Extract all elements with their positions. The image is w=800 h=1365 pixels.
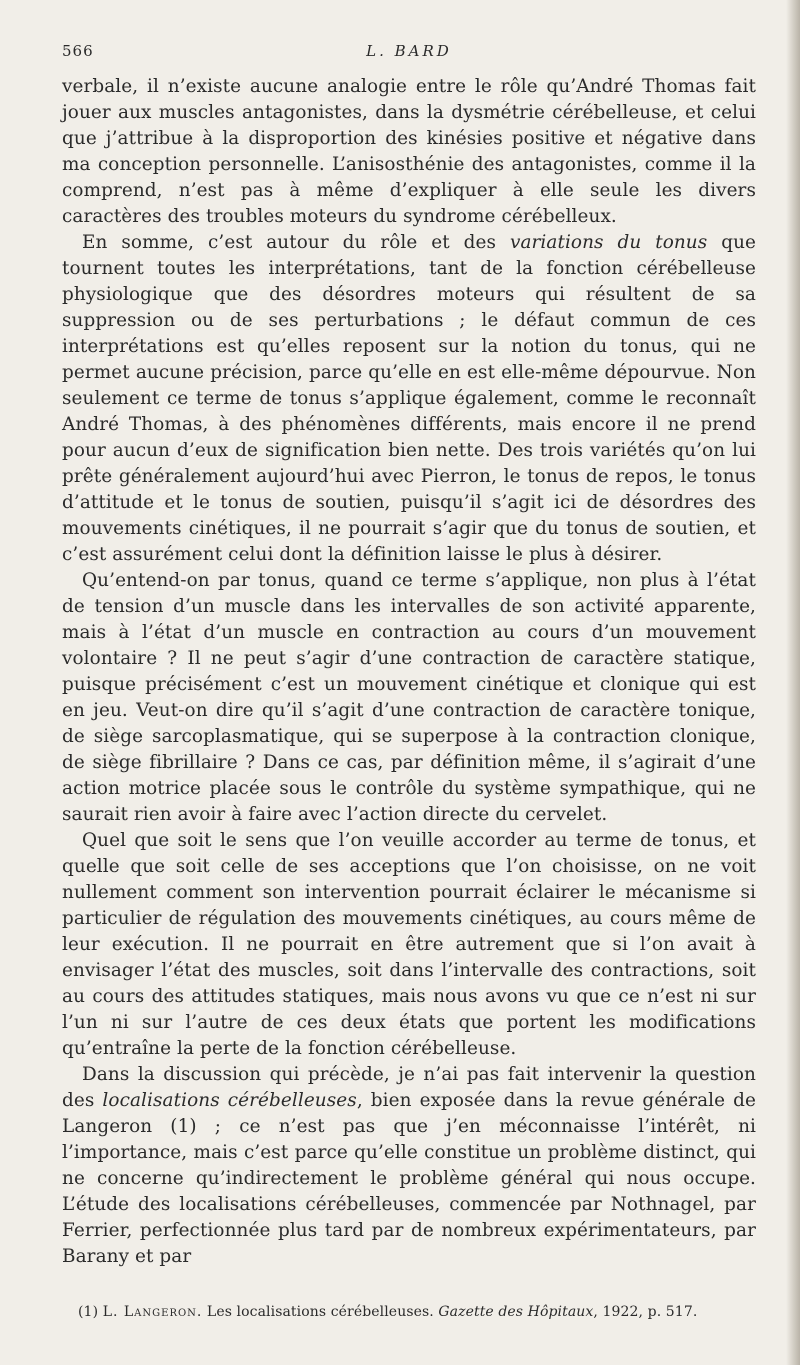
paragraph-3: Qu’entend-on par tonus, quand ce terme s’applique, non plus à l’état de tension d’un muscle dans les intervalles de son activité apparente, mais à l’état d’un muscle en contraction au cours d’un mouvement volontaire ? Il ne peut s’agir d’une contraction de caractère statique, puisque précisément c’est un mouvement cinétique et clonique qui est en jeu. Veut-on dire qu’il s’agit d’une contraction de caractère tonique, de siège sarcoplasmatique, qui se superpose à la contraction clonique, de siège fibrillaire ? Dans ce cas, par définition même, il s’agirait d’une action motrice placée sous le contrôle du système sympathique, qui ne saurait rien avoir à faire avec l’action directe du cervelet.: [62, 570, 756, 825]
paragraph-5-end: , bien exposée dans la revue générale de Langeron (1) ; ce n’est pas que j’en méconnaisse l’intérêt, ni l’importance, mais c’est parce qu’elle constitue un problème distinct, qui ne concerne qu’indirectement le problème général qui nous occupe. L’étude des localisations cérébelleuses, commencée par Nothnagel, par Ferrier, perfectionnée plus tard par de nombreux expérimentateurs, par Barany et par: [62, 1090, 757, 1267]
paragraph-4: Quel que soit le sens que l’on veuille accorder au terme de tonus, et quelle que soit celle de ses acceptions que l’on choisisse, on ne voit nullement comment son intervention pourrait éclairer le mécanisme si particulier de régulation des mouvements cinétiques, au cours même de leur exécution. Il ne pourrait en être autrement que si l’on avait à envisager l’état des muscles, soit dans l’intervalle des contractions, soit au cours des attitudes statiques, mais nous avons vu que ce n’est ni sur l’un ni sur l’autre de ces deux états que portent les modifications qu’entraîne la perte de la fonction cérébelleuse.: [62, 830, 756, 1059]
paragraph-5: [62, 1062, 756, 1270]
paragraph-2: [62, 230, 756, 568]
paragraph-2-end: que tournent toutes les interprétations, tant de la fonction cérébelleuse physiologique que des désordres moteurs qui résultent de sa suppression ou de ses perturbations ; le défaut commun de ces interprétations est qu’elles reposent sur la notion du tonus, qui ne permet aucune précision, parce qu’elle en est elle-même dépourvue. Non seulement ce terme de tonus s’applique également, comme le reconnaît André Thomas, à des phénomènes différents, mais encore il ne prend pour aucun d’eux de signification bien nette. Des trois variétés qu’on lui prête généralement aujourd’hui avec Pierron, le tonus de repos, le tonus d’attitude et le tonus de soutien, puisqu’il s’agit ici de désordres des mouvements cinétiques, il ne pourrait s’agir que du tonus de soutien, et c’est assurément celui dont la définition laisse le plus à désirer.: [62, 232, 756, 565]
page-edge-shadow: [786, 0, 800, 1365]
paragraph-1: verbale, il n’existe aucune analogie entre le rôle qu’André Thomas fait jouer aux muscles antagonistes, dans la dysmétrie cérébelleuse, et celui que j’attribue à la disproportion des kinésies positive et négative dans ma conception personnelle. L’anisosthénie des antagonistes, comme il la comprend, n’est pas à même d’expliquer à elle seule les divers caractères des troubles moteurs du syndrome cérébelleux.: [62, 76, 756, 227]
footnote-title: Les localisations cérébelleuses.: [202, 1304, 439, 1320]
running-title: L. BARD: [366, 42, 452, 60]
footnote: [62, 1302, 756, 1322]
book-page: [62, 42, 756, 1322]
paragraph-2-start: En somme, c’est autour du rôle et des: [82, 232, 510, 253]
page-number: 566: [62, 42, 94, 60]
footnote-marker: (1): [78, 1304, 103, 1320]
page-header: [62, 42, 756, 74]
footnote-author: L. Langeron.: [102, 1304, 203, 1320]
footnote-journal: Gazette des Hôpitaux: [438, 1304, 594, 1320]
paragraph-5-start: Dans la discussion qui précède, je n’ai pas fait intervenir la question des: [62, 1064, 756, 1111]
emphasis-localisations: localisations cérébelleuses: [102, 1090, 357, 1111]
footnote-details: , 1922, p. 517.: [593, 1304, 698, 1320]
emphasis-variations-du-tonus: variations du tonus: [509, 232, 708, 253]
